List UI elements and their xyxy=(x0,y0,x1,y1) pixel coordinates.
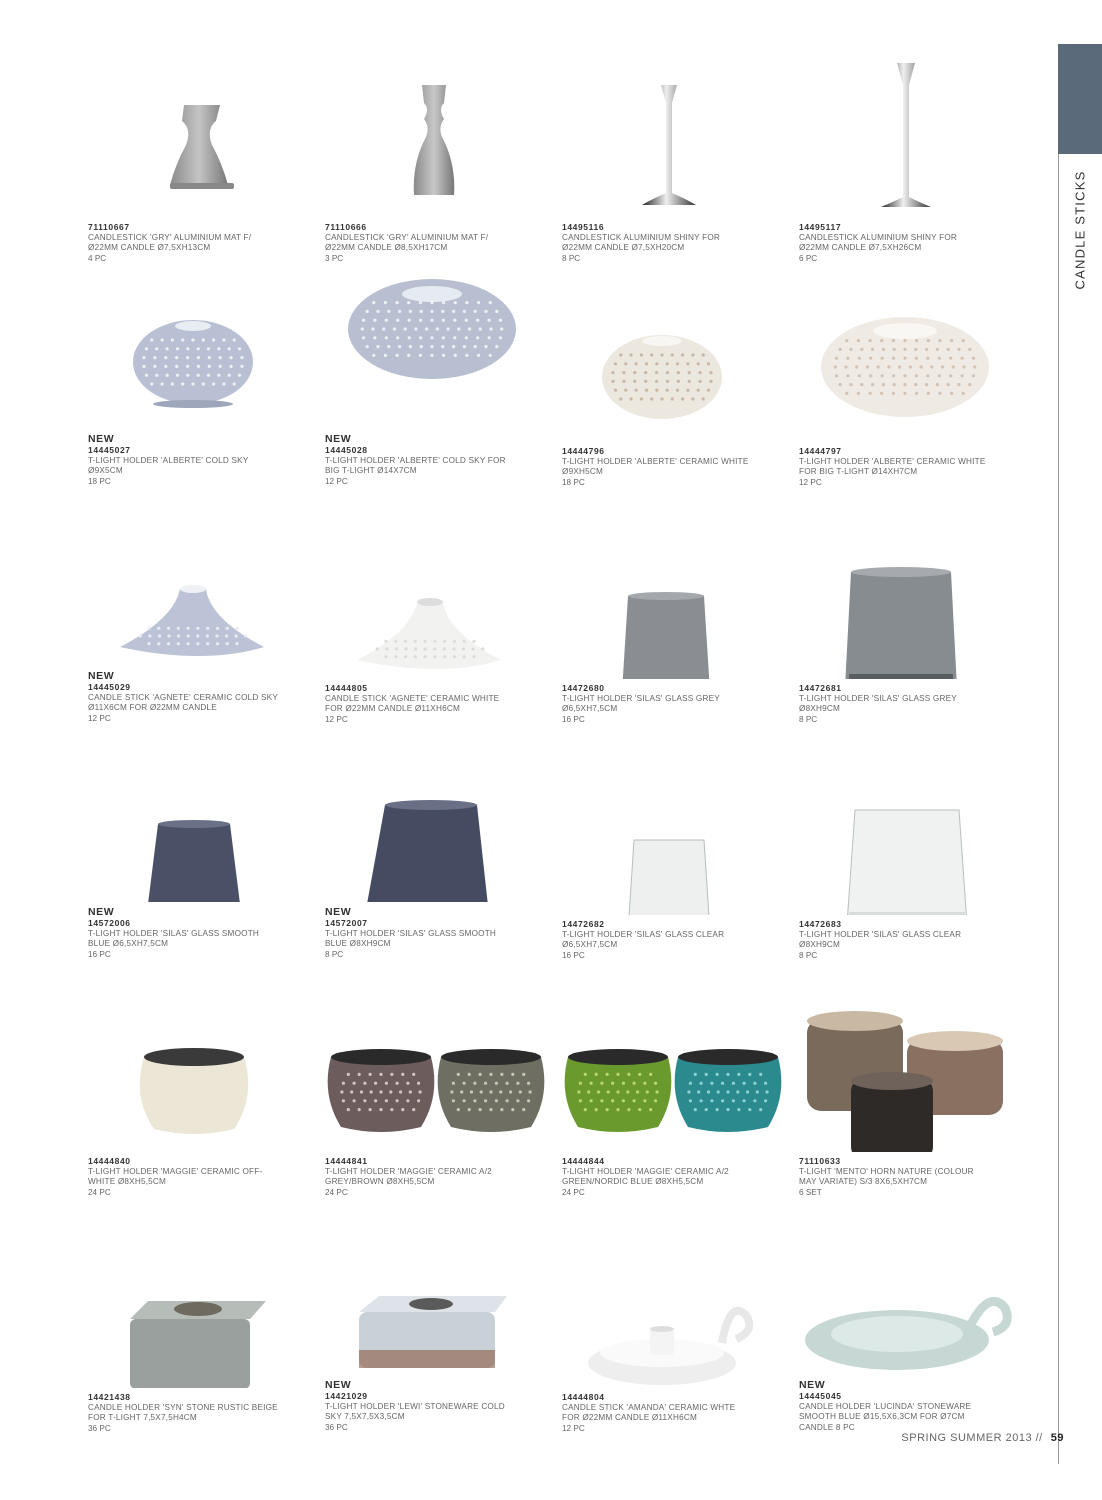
product-code: 14572006 xyxy=(88,918,131,928)
product-quantity: 16 PC xyxy=(562,714,585,724)
new-badge: NEW xyxy=(325,1379,352,1391)
new-badge: NEW xyxy=(88,906,115,918)
product-info xyxy=(562,1392,792,1434)
candlestick-grey-tall-icon xyxy=(325,43,555,218)
page-footer xyxy=(901,1432,1064,1444)
alberte-white-big-icon xyxy=(799,267,1029,442)
alberte-blue-big-icon xyxy=(325,254,555,429)
product-code: 71110666 xyxy=(325,222,367,232)
product-quantity: 12 PC xyxy=(799,477,822,487)
product-quantity: 12 PC xyxy=(88,713,111,723)
product-info xyxy=(88,670,318,724)
product-quantity: 8 PC xyxy=(799,714,818,724)
new-badge: NEW xyxy=(325,433,352,445)
maggie-offwhite-icon xyxy=(88,977,318,1152)
product-description: T-LIGHT HOLDER 'MAGGIE' CERAMIC OFF-WHITE Ø8XH5,5CM xyxy=(88,1166,263,1186)
product-code: 14444844 xyxy=(562,1156,605,1166)
product-code: 71110667 xyxy=(88,222,130,232)
product-info xyxy=(325,1156,555,1198)
product-description: CANDLESTICK ALUMINIUM SHINY FOR Ø22MM CANDLE Ø7,5XH26CM xyxy=(799,232,957,252)
product-description: T-LIGHT 'MENTO' HORN NATURE (COLOUR MAY VARIATE) S/3 8X6,5XH7CM xyxy=(799,1166,974,1186)
product-description: T-LIGHT HOLDER 'ALBERTE' CERAMIC WHITE Ø9XH5CM xyxy=(562,456,749,476)
product-quantity: 12 PC xyxy=(325,714,348,724)
amanda-white-icon xyxy=(562,1213,792,1388)
product-description: T-LIGHT HOLDER 'SILAS' GLASS GREY Ø6,5XH7,5CM xyxy=(562,693,720,713)
product-code: 71110633 xyxy=(799,1156,841,1166)
maggie-grey-brown-icon xyxy=(325,977,555,1152)
product-description: CANDLE STICK 'AMANDA' CERAMIC WHTE FOR Ø22MM CANDLE Ø11XH6CM xyxy=(562,1402,736,1422)
product-description: T-LIGHT HOLDER 'ALBERTE' COLD SKY FOR BIG T-LIGHT Ø14X7CM xyxy=(325,455,506,475)
product-quantity: 8 PC xyxy=(562,253,581,263)
candlestick-grey-short-icon xyxy=(88,43,318,218)
product-info xyxy=(799,683,1029,725)
section-title: CANDLE STICKS xyxy=(1072,170,1088,290)
product-code: 14444797 xyxy=(799,446,842,456)
product-code: 14495117 xyxy=(799,222,842,232)
new-badge: NEW xyxy=(88,670,115,682)
product-info xyxy=(799,919,1029,961)
product-info xyxy=(799,1156,1029,1198)
section-divider xyxy=(1058,154,1059,1464)
product-code: 14572007 xyxy=(325,918,368,928)
product-code: 14445027 xyxy=(88,445,131,455)
product-info xyxy=(325,1379,555,1433)
product-quantity: 24 PC xyxy=(562,1187,585,1197)
product-info xyxy=(88,1156,318,1198)
maggie-green-blue-icon xyxy=(562,977,792,1152)
silas-blue-big-icon xyxy=(325,727,555,902)
product-quantity: 36 PC xyxy=(325,1422,348,1432)
product-description: T-LIGHT HOLDER 'SILAS' GLASS CLEAR Ø8XH9CM xyxy=(799,929,962,949)
product-quantity: 24 PC xyxy=(88,1187,111,1197)
product-code: 14472683 xyxy=(799,919,842,929)
product-info xyxy=(799,446,1029,488)
product-description: CANDLESTICK 'GRY' ALUMINIUM MAT F/Ø22MM CANDLE Ø8,5XH17CM xyxy=(325,232,489,252)
alberte-blue-small-icon xyxy=(88,254,318,429)
product-info xyxy=(325,683,555,725)
silas-clear-small-icon xyxy=(562,740,792,915)
new-badge: NEW xyxy=(88,433,115,445)
page-number: 59 xyxy=(1050,1432,1064,1444)
product-quantity: 36 PC xyxy=(88,1423,111,1433)
product-quantity: 12 PC xyxy=(562,1423,585,1433)
product-code: 14421438 xyxy=(88,1392,131,1402)
product-info xyxy=(799,1379,1029,1433)
product-code: 14444840 xyxy=(88,1156,131,1166)
product-quantity: 24 PC xyxy=(325,1187,348,1197)
product-description: CANDLE STICK 'AGNETE' CERAMIC COLD SKY Ø11X6CM FOR Ø22MM CANDLE xyxy=(88,692,278,712)
product-quantity: 4 PC xyxy=(88,253,107,263)
product-description: T-LIGHT HOLDER 'SILAS' GLASS SMOOTH BLUE Ø8XH9CM xyxy=(325,928,497,948)
product-info xyxy=(88,906,318,960)
product-code: 14444841 xyxy=(325,1156,368,1166)
product-code: 14472680 xyxy=(562,683,605,693)
product-info xyxy=(562,919,792,961)
silas-blue-small-icon xyxy=(88,727,318,902)
product-code: 14495116 xyxy=(562,222,605,232)
candlestick-shiny-icon xyxy=(562,43,792,218)
product-description: T-LIGHT HOLDER 'LEWI' STONEWARE COLD SKY 7,5X7,5X3,5CM xyxy=(325,1401,505,1421)
section-label xyxy=(1058,150,1102,310)
mento-horn-icon xyxy=(799,977,1029,1152)
product-quantity: 6 SET xyxy=(799,1187,822,1197)
product-description: CANDLESTICK 'GRY' ALUMINIUM MAT F/Ø22MM CANDLE Ø7,5XH13CM xyxy=(88,232,252,252)
new-badge: NEW xyxy=(799,1379,826,1391)
product-quantity: 8 PC xyxy=(325,949,344,959)
product-info xyxy=(562,446,792,488)
product-quantity: 3 PC xyxy=(325,253,344,263)
product-description: T-LIGHT HOLDER 'MAGGIE' CERAMIC A/2 GREY/BROWN Ø8XH5,5CM xyxy=(325,1166,492,1186)
product-description: CANDLESTICK ALUMINIUM SHINY FOR Ø22MM CANDLE Ø7,5XH20CM xyxy=(562,232,720,252)
product-quantity: 18 PC xyxy=(88,476,111,486)
product-description: T-LIGHT HOLDER 'SILAS' GLASS CLEAR Ø6,5XH7,5CM xyxy=(562,929,725,949)
section-tab xyxy=(1058,44,1102,154)
product-description: T-LIGHT HOLDER 'MAGGIE' CERAMIC A/2 GREEN/NORDIC BLUE Ø8XH5,5CM xyxy=(562,1166,729,1186)
candlestick-shiny-tall-icon xyxy=(799,43,1029,218)
product-description: T-LIGHT HOLDER 'ALBERTE' COLD SKY Ø9X5CM xyxy=(88,455,249,475)
footer-text: SPRING SUMMER 2013 // xyxy=(901,1432,1043,1444)
product-quantity: 6 PC xyxy=(799,253,818,263)
product-code: 14472682 xyxy=(562,919,605,929)
product-description: T-LIGHT HOLDER 'ALBERTE' CERAMIC WHITE FOR BIG T-LIGHT Ø14XH7CM xyxy=(799,456,986,476)
product-info xyxy=(88,433,318,487)
product-description: T-LIGHT HOLDER 'SILAS' GLASS GREY Ø8XH9CM xyxy=(799,693,957,713)
product-info xyxy=(562,683,792,725)
silas-grey-big-icon xyxy=(799,504,1029,679)
product-info xyxy=(325,906,555,960)
product-info xyxy=(562,222,792,264)
product-description: T-LIGHT HOLDER 'SILAS' GLASS SMOOTH BLUE Ø6,5XH7,5CM xyxy=(88,928,260,948)
product-code: 14445029 xyxy=(88,682,131,692)
product-info xyxy=(799,222,1029,264)
alberte-white-small-icon xyxy=(562,267,792,442)
product-info xyxy=(325,433,555,487)
product-description: CANDLE HOLDER 'SYN' STONE RUSTIC BEIGE FOR T-LIGHT 7,5X7,5H4CM xyxy=(88,1402,278,1422)
lewi-stoneware-icon xyxy=(325,1200,555,1375)
product-info xyxy=(88,1392,318,1434)
product-quantity: 16 PC xyxy=(88,949,111,959)
product-info xyxy=(562,1156,792,1198)
lucinda-blue-icon xyxy=(799,1200,1029,1375)
silas-clear-big-icon xyxy=(799,740,1029,915)
new-badge: NEW xyxy=(325,906,352,918)
product-code: 14444796 xyxy=(562,446,605,456)
product-code: 14444804 xyxy=(562,1392,605,1402)
silas-grey-small-icon xyxy=(562,504,792,679)
product-code: 14444805 xyxy=(325,683,368,693)
product-description: CANDLE HOLDER 'LUCINDA' STONEWARE SMOOTH BLUE Ø15,5X6,3CM FOR Ø7CM CANDLE 8 PC xyxy=(799,1401,972,1432)
product-code: 14421029 xyxy=(325,1391,368,1401)
agnete-white-icon xyxy=(325,504,555,679)
product-description: CANDLE STICK 'AGNETE' CERAMIC WHITE FOR Ø22MM CANDLE Ø11XH6CM xyxy=(325,693,500,713)
product-code: 14445045 xyxy=(799,1391,842,1401)
product-quantity: 16 PC xyxy=(562,950,585,960)
product-quantity: 8 PC xyxy=(799,950,818,960)
product-quantity: 12 PC xyxy=(325,476,348,486)
product-code: 14472681 xyxy=(799,683,842,693)
syn-stone-icon xyxy=(88,1213,318,1388)
product-code: 14445028 xyxy=(325,445,368,455)
product-quantity: 18 PC xyxy=(562,477,585,487)
agnete-blue-icon xyxy=(88,491,318,666)
